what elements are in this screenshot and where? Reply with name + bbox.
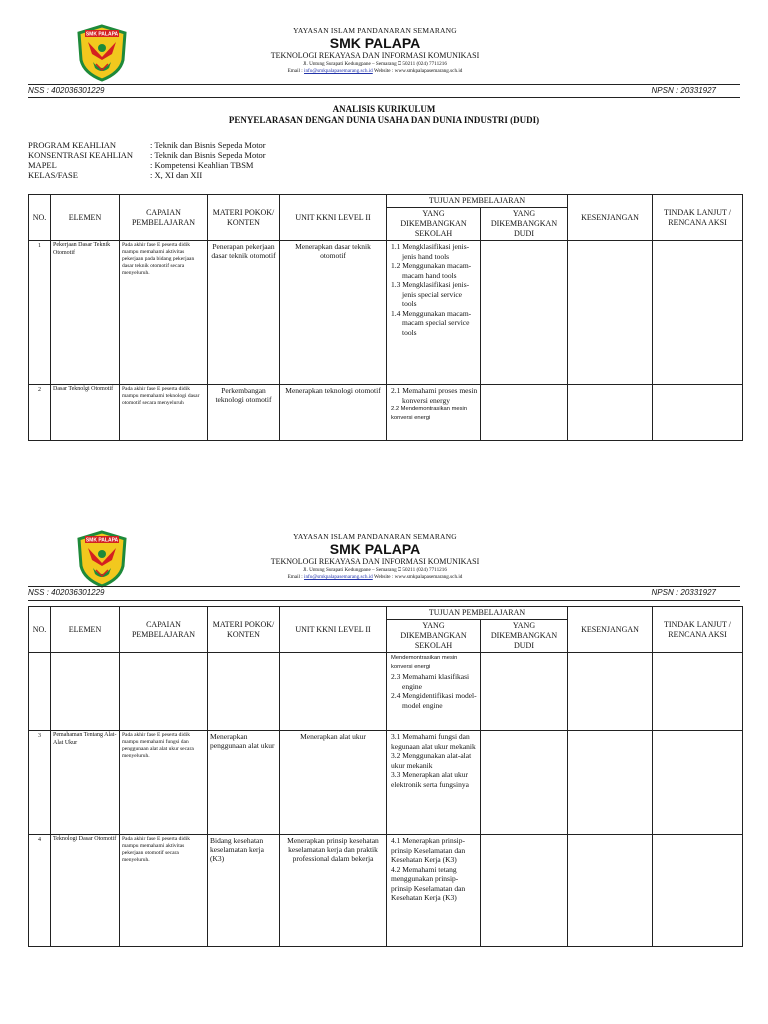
website-text: www.smkpalapasemarang.sch.id bbox=[394, 68, 463, 74]
objective-item: 4.2 Memahami tetang menggunakan prinsip-prinsip Keselamatan dan Kesehatan Kerja (K3) bbox=[391, 864, 466, 902]
learning-objectives bbox=[387, 241, 481, 385]
col-header-tujuan: TUJUAN PEMBELAJARAN bbox=[387, 607, 568, 620]
school-contact: Email : info@smkpalapasemarang.sch.id Website : www.smkpalapasemarang.sch.id bbox=[287, 68, 463, 74]
col-header-unit: UNIT KKNI LEVEL II bbox=[280, 607, 387, 653]
learning-objectives bbox=[387, 731, 481, 835]
col-header-kesenjangan: KESENJANGAN bbox=[568, 195, 653, 241]
foundation-name: YAYASAN ISLAM PANDANARAN SEMARANG bbox=[293, 532, 457, 541]
npsn-number: NPSN : 20331927 bbox=[651, 588, 716, 597]
col-header-tindak: TINDAK LANJUT / RENCANA AKSI bbox=[653, 195, 743, 241]
school-name: SMK PALAPA bbox=[329, 35, 421, 51]
school-name: SMK PALAPA bbox=[329, 541, 421, 557]
school-address: Jl. Untung Surapati Kedungpane – Semarang ⎕ 50211 (024) 7711216 bbox=[303, 61, 447, 67]
col-header-elemen: ELEMEN bbox=[51, 607, 120, 653]
email-link[interactable]: info@smkpalapasemarang.sch.id bbox=[304, 574, 373, 580]
col-header-capaian: CAPAIAN PEMBELAJARAN bbox=[120, 195, 208, 241]
school-logo bbox=[76, 24, 128, 82]
document-subtitle: PENYELARASAN DENGAN DUNIA USAHA DAN DUNIA INDUSTRI (DUDI) bbox=[228, 115, 540, 125]
objective-item: 1.4 Menggunakan macam-macam special service tools bbox=[391, 308, 472, 337]
page-2 bbox=[0, 520, 768, 1000]
objective-item: 4.1 Menerapkan prinsip-prinsip Keselamatan dan Kesehatan Kerja (K3) bbox=[391, 836, 466, 864]
objective-item: 2.3 Memahami klasifikasi engine bbox=[391, 672, 470, 691]
col-header-elemen: ELEMEN bbox=[51, 195, 120, 241]
registration-row bbox=[28, 588, 740, 598]
objective-item: 2.1 Memahami proses mesin konversi energy bbox=[391, 386, 478, 405]
col-header-tujuan: TUJUAN PEMBELAJARAN bbox=[387, 195, 568, 208]
foundation-name: YAYASAN ISLAM PANDANARAN SEMARANG bbox=[293, 26, 457, 35]
objective-item: 1.1 Mengklasifikasi jenis-jenis hand tools bbox=[391, 242, 470, 261]
school-address: Jl. Untung Surapati Kedungpane – Semarang ⎕ 50211 (024) 7711216 bbox=[303, 567, 447, 573]
table-row: 4 Teknologi Dasar Otomotif Pada akhir fase E peserta didik mampu memahami aktivitas pekerjaan otomotif secara menyeluruh. Bidang kesehatan keselamatan kerja (K3) Menerapkan prinsip kesehatan keselamatan kerja dan praktik professional dalam bekerja 4.1 Menerapkan prinsip-prinsip Keselamatan dan Kesehatan Kerja (K3) 4.2 Memahami tetang menggunakan prinsip-prinsip Keselamatan dan Kesehatan Kerja (K3) bbox=[29, 835, 743, 947]
objective-item: 3.3 Menerapkan alat ukur elektronik serta fungsinya bbox=[391, 770, 469, 789]
objective-item: 1.2 Menggunakan macam-macam hand tools bbox=[391, 261, 472, 280]
col-header-sekolah: YANG DIKEMBANGKAN SEKOLAH bbox=[387, 208, 481, 241]
col-header-no: NO. bbox=[29, 195, 51, 241]
department-name: TEKNOLOGI REKAYASA DAN INFORMASI KOMUNIKASI bbox=[270, 557, 480, 566]
table-row: 3 Pemahaman Tentang Alat-Alat Ukur Pada akhir fase E peserta didik mampu memahami fungsi dan penggunaan alat alat ukur secara menyeluruh. Menerapkan penggunaan alat ukur Menerapkan alat ukur 3.1 Memahami fungsi dan kegunaan alat ukur mekanik 3.2 Menggunakan alat-alat ukur mekanik 3.3 Menerapkan alat ukur elektronik serta fungsinya bbox=[29, 731, 743, 835]
header-rule-bottom bbox=[28, 97, 740, 98]
email-link[interactable]: info@smkpalapasemarang.sch.id bbox=[304, 68, 373, 74]
col-header-materi: MATERI POKOK/ KONTEN bbox=[208, 607, 280, 653]
nss-number: NSS : 402036301229 bbox=[28, 588, 105, 597]
curriculum-table-continued bbox=[28, 606, 743, 947]
learning-objectives bbox=[387, 653, 481, 731]
col-header-tindak: TINDAK LANJUT / RENCANA AKSI bbox=[653, 607, 743, 653]
letterhead bbox=[0, 526, 768, 588]
header-rule-bottom bbox=[28, 600, 740, 601]
learning-objectives bbox=[387, 835, 481, 947]
department-name: TEKNOLOGI REKAYASA DAN INFORMASI KOMUNIKASI bbox=[270, 51, 480, 60]
col-header-materi: MATERI POKOK/ KONTEN bbox=[208, 195, 280, 241]
col-header-kesenjangan: KESENJANGAN bbox=[568, 607, 653, 653]
col-header-unit: UNIT KKNI LEVEL II bbox=[280, 195, 387, 241]
col-header-dudi: YANG DIKEMBANGKAN DUDI bbox=[481, 620, 568, 653]
learning-objectives bbox=[387, 385, 481, 441]
header-rule bbox=[28, 586, 740, 587]
curriculum-table bbox=[28, 194, 743, 441]
nss-number: NSS : 402036301229 bbox=[28, 86, 105, 95]
svg-text:SMK PALAPA: SMK PALAPA bbox=[85, 537, 119, 544]
objective-item: 1.3 Mengklasifikasi jenis-jenis special service tools bbox=[391, 280, 470, 308]
objective-item: Mendemontrasikan mesin konversi energi bbox=[391, 655, 458, 670]
header-rule bbox=[28, 84, 740, 85]
table-row: 1 Pekerjaan Dasar Teknik Otomotif Pada akhir fase E peserta didik mampu memahami aktivitas pekerjaan pada bidang pekerjaan dasar teknik otomotif secara menyeluruh. Penerapan pekerjaan dasar teknik otomotif Menerapkan dasar teknik otomotif 1.1 Mengklasifikasi jenis-jenis hand tools 1.2 Menggunakan macam-macam hand tools 1.3 Mengklasifikasi jenis-jenis special service tools 1.4 Menggunakan macam-macam special service tools bbox=[29, 241, 743, 385]
col-header-sekolah: YANG DIKEMBANGKAN SEKOLAH bbox=[387, 620, 481, 653]
registration-row bbox=[28, 86, 740, 96]
school-contact: Email : info@smkpalapasemarang.sch.id Website : www.smkpalapasemarang.sch.id bbox=[287, 574, 463, 580]
svg-text:SMK PALAPA: SMK PALAPA bbox=[85, 31, 119, 38]
col-header-dudi: YANG DIKEMBANGKAN DUDI bbox=[481, 208, 568, 241]
objective-item: 2.4 Mengidentifikasi model-model engine bbox=[391, 691, 477, 710]
objective-item: 2.2 Mendemontrasikan mesin konversi energi bbox=[391, 406, 468, 421]
col-header-no: NO. bbox=[29, 607, 51, 653]
table-row: 2 Dasar Teknolgi Otomotif Pada akhir fase E peserta didik mampu memahami teknologi dasar otomotif secara menyeluruh Perkembangan teknologi otomotif Menerapkan teknologi otomotif 2.1 Memahami proses mesin konversi energy 2.2 Mendemontrasikan mesin konversi energi bbox=[29, 385, 743, 441]
website-text: www.smkpalapasemarang.sch.id bbox=[394, 574, 463, 580]
document-titles bbox=[0, 104, 768, 126]
col-header-capaian: CAPAIAN PEMBELAJARAN bbox=[120, 607, 208, 653]
objective-item: 3.2 Menggunakan alat-alat ukur mekanik bbox=[391, 751, 472, 770]
letterhead bbox=[0, 20, 768, 82]
table-row bbox=[29, 653, 743, 731]
objective-item: 3.1 Memahami fungsi dan kegunaan alat ukur mekanik bbox=[391, 732, 476, 751]
page-1: SMK PALAPA YAYASAN ISLAM PANDANARAN SEMARANG SMK PALAPA TEKNOLOGI REKAYASA DAN INFORMASI KOMUNIKASI Jl. Untung Surapati Kedungpane – Semarang ⎕ 50211 (024) 7711216 Email : info@smkpalapasemarang.sch.id Website : www.smkpalapasemarang.sch.id NSS : 402036301229 NPSN : 20331927 ANALISIS KURIKULUM PENYELARASAN DENGAN DUNIA USAHA DAN DUNIA INDUSTRI (DUDI) PROGRAM KEAHLIAN : Teknik dan Bisnis Sepeda Motor KONSENTRASI KEAHLIAN : Teknik dan Bisnis Sepeda Motor MAPEL : Kompetensi Keahlian TBSM KELAS/FASE : X, XI dan XII NO. ELEMEN CAPAIAN PEMBELAJARAN MATERI POKOK/ KONTEN UNIT KKNI LEVEL II TUJUAN PEMBELAJARAN KESENJANGAN TINDAK LANJUT / RENCANA AKSI YANG DIKEMBANGKAN SEKOLAH YANG DIKEMBANGKAN DUDI 1 Pekerjaan Dasar Teknik Otomotif Pada akhir fase E peserta didik mampu memahami aktivitas pekerjaan pada bidang pekerjaan dasar teknik otomotif secara menyeluruh. Penerapan pekerjaan dasar teknik otomotif Menerapkan dasar teknik otomotif 1.1 Mengklasifikasi jenis-jenis hand tools 1.2 Menggunakan macam-macam hand tools 1.3 Mengklasifikasi jenis-jenis special service tools 1.4 Menggunakan macam-macam special service tools 2 Dasar Teknolgi Otomotif Pada akhir fase E peserta didik mampu memahami teknologi dasar otomotif secara menyeluruh Perkembangan teknologi otomotif Menerapkan teknologi otomotif 2.1 Memahami proses mesin konversi energy 2.2 Mendemontrasikan mesin konversi energi bbox=[0, 0, 768, 470]
document-title: ANALISIS KURIKULUM bbox=[332, 104, 436, 114]
npsn-number: NPSN : 20331927 bbox=[651, 86, 716, 95]
school-logo bbox=[76, 530, 128, 588]
